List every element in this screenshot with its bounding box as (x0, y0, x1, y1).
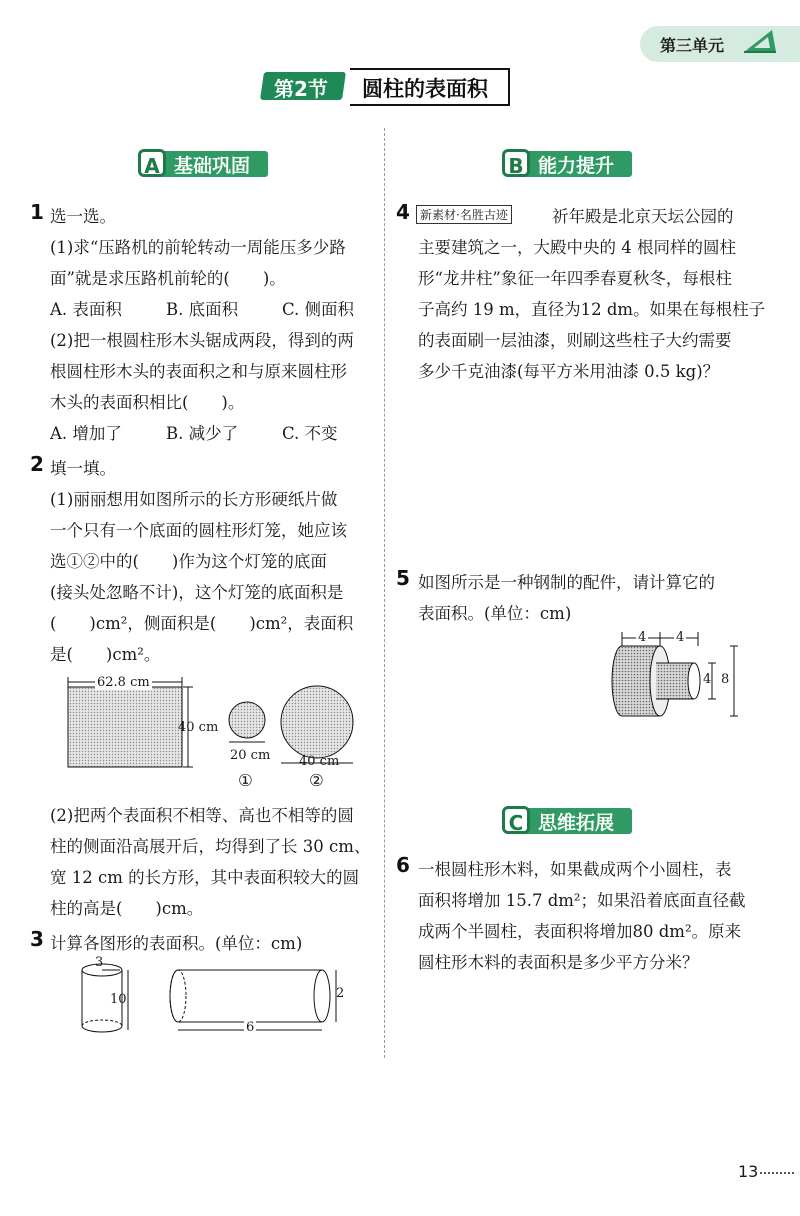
page-number-decoration (760, 1172, 794, 1174)
q3-a-height-label: 10 (110, 992, 127, 1007)
q2-text-line: (1)丽丽想用如图所示的长方形硬纸片做 (50, 490, 338, 509)
q1-text-line: (1)求“压路机的前轮转动一周能压多少路 (50, 238, 346, 257)
q2-text-line: 是( )cm²。 (50, 645, 161, 664)
rect-height-label: 40 cm (178, 720, 219, 735)
q1-stem: 选一选。 (50, 207, 116, 226)
q1-text-line: 根圆柱形木头的表面积之和与原来圆柱形 (50, 362, 347, 381)
q1-option: B. 底面积 (166, 300, 239, 319)
rect-width-label: 62.8 cm (97, 675, 150, 690)
q3-a-diameter-label: 3 (95, 955, 104, 970)
q5-number: 5 (396, 566, 410, 590)
badge-b-letter: B (502, 149, 530, 177)
q1-option: B. 减少了 (166, 424, 239, 443)
q2-text-line: 柱的侧面沿高展开后，均得到了长 30 cm、 (50, 837, 371, 856)
q6-text-line: 面积将增加 15.7 dm²；如果沿着底面直径截 (418, 891, 746, 910)
q1-number: 1 (30, 200, 44, 224)
badge-a-label: 基础巩固 (174, 155, 251, 177)
badge-b-label: 能力提升 (538, 155, 615, 177)
q2-text-line: 一个只有一个底面的圆柱形灯笼，她应该 (50, 521, 347, 540)
q4-text-line: 主要建筑之一，大殿中央的 4 根同样的圆柱 (418, 238, 736, 257)
q1-option: A. 增加了 (50, 424, 122, 443)
section-number: 第2节 (274, 77, 328, 101)
q4-number: 4 (396, 200, 410, 224)
circle-2 (281, 686, 353, 758)
q6-text-line: 一根圆柱形木料，如果截成两个小圆柱，表 (418, 860, 732, 879)
badge-c-label: 思维拓展 (538, 812, 615, 834)
triangle-ruler-icon (742, 28, 778, 54)
q1-option: C. 侧面积 (282, 300, 355, 319)
circle-1-diameter-label: 20 cm (230, 748, 271, 763)
q3-stem: 计算各图形的表面积。(单位：cm) (50, 934, 303, 953)
q3-b-diameter-label: 2 (336, 986, 345, 1001)
badge-b (502, 149, 632, 179)
badge-c (502, 806, 632, 836)
section-title: 圆柱的表面积 (362, 77, 488, 101)
q4-text-line: 多少千克油漆(每平方米用油漆 0.5 kg)？ (418, 362, 720, 381)
q4-text-line: 形“龙井柱”象征一年四季春夏秋冬，每根柱 (418, 269, 732, 288)
q5-small-diameter-label: 4 (703, 672, 712, 687)
q1-text-line: (2)把一根圆柱形木头锯成两段，得到的两 (50, 331, 354, 350)
q1-text-line: 木头的表面积相比( )。 (50, 393, 245, 412)
q2-stem: 填一填。 (50, 459, 116, 478)
q3-number: 3 (30, 927, 44, 951)
q1-option: A. 表面积 (50, 300, 122, 319)
q4-text-line: 的表面刷一层油漆，则刷这些柱子大约需要 (418, 331, 732, 350)
q5-big-diameter-label: 8 (721, 672, 730, 687)
badge-c-letter: C (502, 806, 530, 834)
q5-text-line: 表面积。(单位：cm) (418, 604, 572, 623)
q1-text-line: 面”就是求压路机前轮的( )。 (50, 269, 286, 288)
q6-text-line: 成两个半圆柱，表面积将增加80 dm²。原来 (418, 922, 742, 941)
q2-text-line: (2)把两个表面积不相等、高也不相等的圆 (50, 806, 354, 825)
q2-text-line: (接头处忽略不计)，这个灯笼的底面积是 (50, 583, 344, 602)
q4-source-tag: 新素材·名胜古迹 (416, 205, 512, 224)
q1-option: C. 不变 (282, 424, 338, 443)
q3-b-length-label: 6 (246, 1020, 255, 1035)
q5-width-2-label: 4 (676, 630, 685, 645)
circle-1 (229, 702, 265, 738)
q2-text-line: 柱的高是( )cm。 (50, 899, 204, 918)
circle-1-marker: ① (238, 771, 253, 790)
badge-a (138, 149, 268, 179)
q2-text-line: 宽 12 cm 的长方形，其中表面积较大的圆 (50, 868, 360, 887)
badge-a-letter: A (138, 149, 166, 177)
circle-2-diameter-label: 40 cm (299, 754, 340, 769)
page-number: 13 (738, 1162, 759, 1181)
q6-text-line: 圆柱形木料的表面积是多少平方分米？ (418, 953, 699, 972)
unit-label: 第三单元 (660, 36, 725, 55)
q2-text-line: 选①②中的( )作为这个灯笼的底面 (50, 552, 327, 571)
paper-rectangle (68, 687, 182, 767)
q2-text-line: ( )cm²，侧面积是( )cm²，表面积 (50, 614, 354, 633)
column-divider (384, 128, 385, 1058)
q5-width-1-label: 4 (638, 630, 647, 645)
circle-2-marker: ② (309, 771, 324, 790)
q2-number: 2 (30, 452, 44, 476)
q4-text-line: 子高约 19 m，直径为12 dm。如果在每根柱子 (418, 300, 766, 319)
q4-text-line: 祈年殿是北京天坛公园的 (552, 207, 734, 226)
q5-text-line: 如图所示是一种钢制的配件，请计算它的 (418, 573, 715, 592)
q6-number: 6 (396, 853, 410, 877)
